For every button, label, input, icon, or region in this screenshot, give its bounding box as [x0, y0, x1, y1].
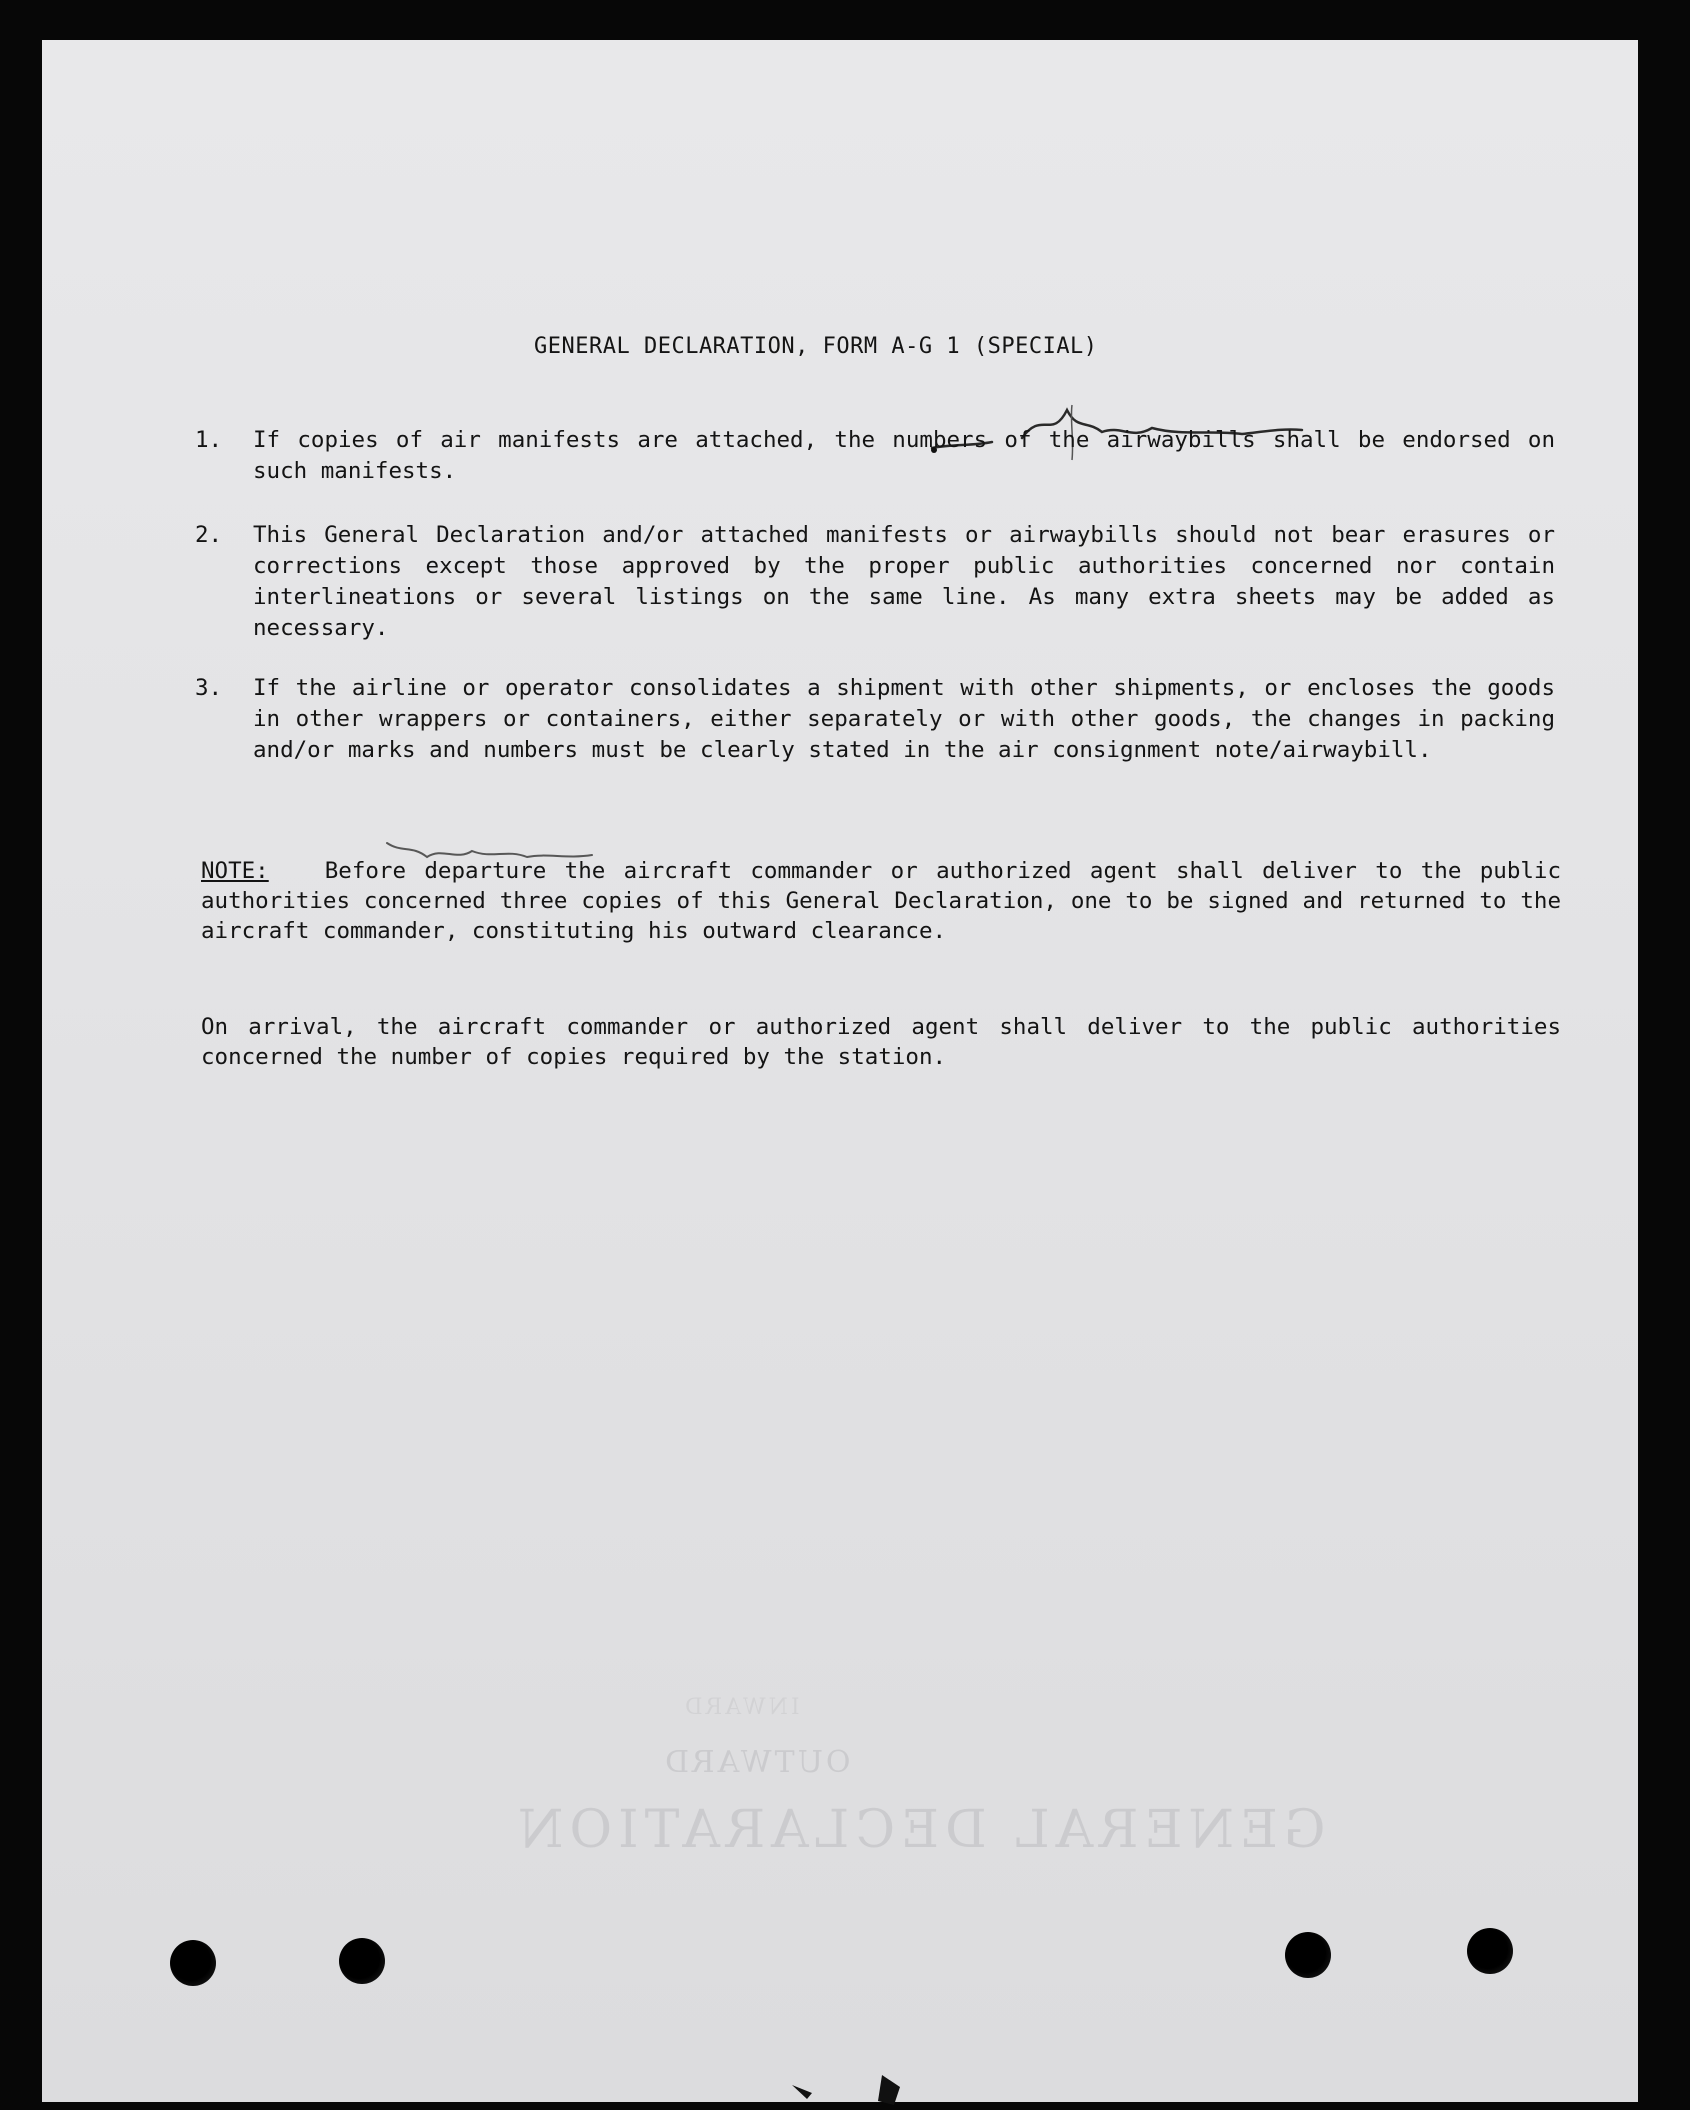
document-page	[42, 40, 1638, 2102]
punch-hole	[1285, 1932, 1331, 1978]
arrival-paragraph: On arrival, the aircraft commander or authorized agent shall deliver to the public authorities concerned the number of copies required by the station.	[201, 1014, 1561, 1070]
note-label: NOTE:	[201, 858, 269, 884]
handwritten-mark	[382, 835, 602, 885]
show-through-line: INWARD	[682, 1695, 800, 1720]
instruction-item-2	[195, 520, 1555, 644]
show-through-subheading: OUTWARD	[662, 1745, 851, 1780]
item-number: 1.	[195, 427, 223, 453]
show-through-heading: GENERAL DECLARATION	[512, 1800, 1326, 1860]
instruction-item-3	[195, 673, 1555, 766]
item-number: 2.	[195, 522, 223, 548]
punch-hole	[1467, 1928, 1513, 1974]
item-text: If the airline or operator consolidates a shipment with other shipments, or encloses the goods in other wrappers or containers, either separately or with other goods, the changes in packing and/or marks and numbers must be clearly stated in the air consignment note/airwaybill.	[253, 675, 1555, 763]
item-text: This General Declaration and/or attached manifests or airwaybills should not bear erasures or corrections except those approved by the proper public authorities concerned nor contain interlineations or several listings on the same line. As many extra sheets may be added as necessary.	[253, 522, 1555, 641]
note-text: Before departure the aircraft commander or authorized agent shall deliver to the public authorities concerned three copies of this General Declaration, one to be signed and returned to the aircraft commander, constituting his outward clearance.	[201, 858, 1561, 944]
instruction-item-1	[195, 425, 1555, 487]
page-title: GENERAL DECLARATION, FORM A-G 1 (SPECIAL)	[534, 334, 1098, 359]
item-text: If copies of air manifests are attached, the numbers of the airwaybills shall be endorsed on such manifests.	[253, 427, 1555, 484]
punch-hole	[339, 1938, 385, 1984]
torn-edge-mark	[782, 2065, 942, 2105]
punch-hole	[170, 1940, 216, 1986]
item-number: 3.	[195, 675, 223, 701]
